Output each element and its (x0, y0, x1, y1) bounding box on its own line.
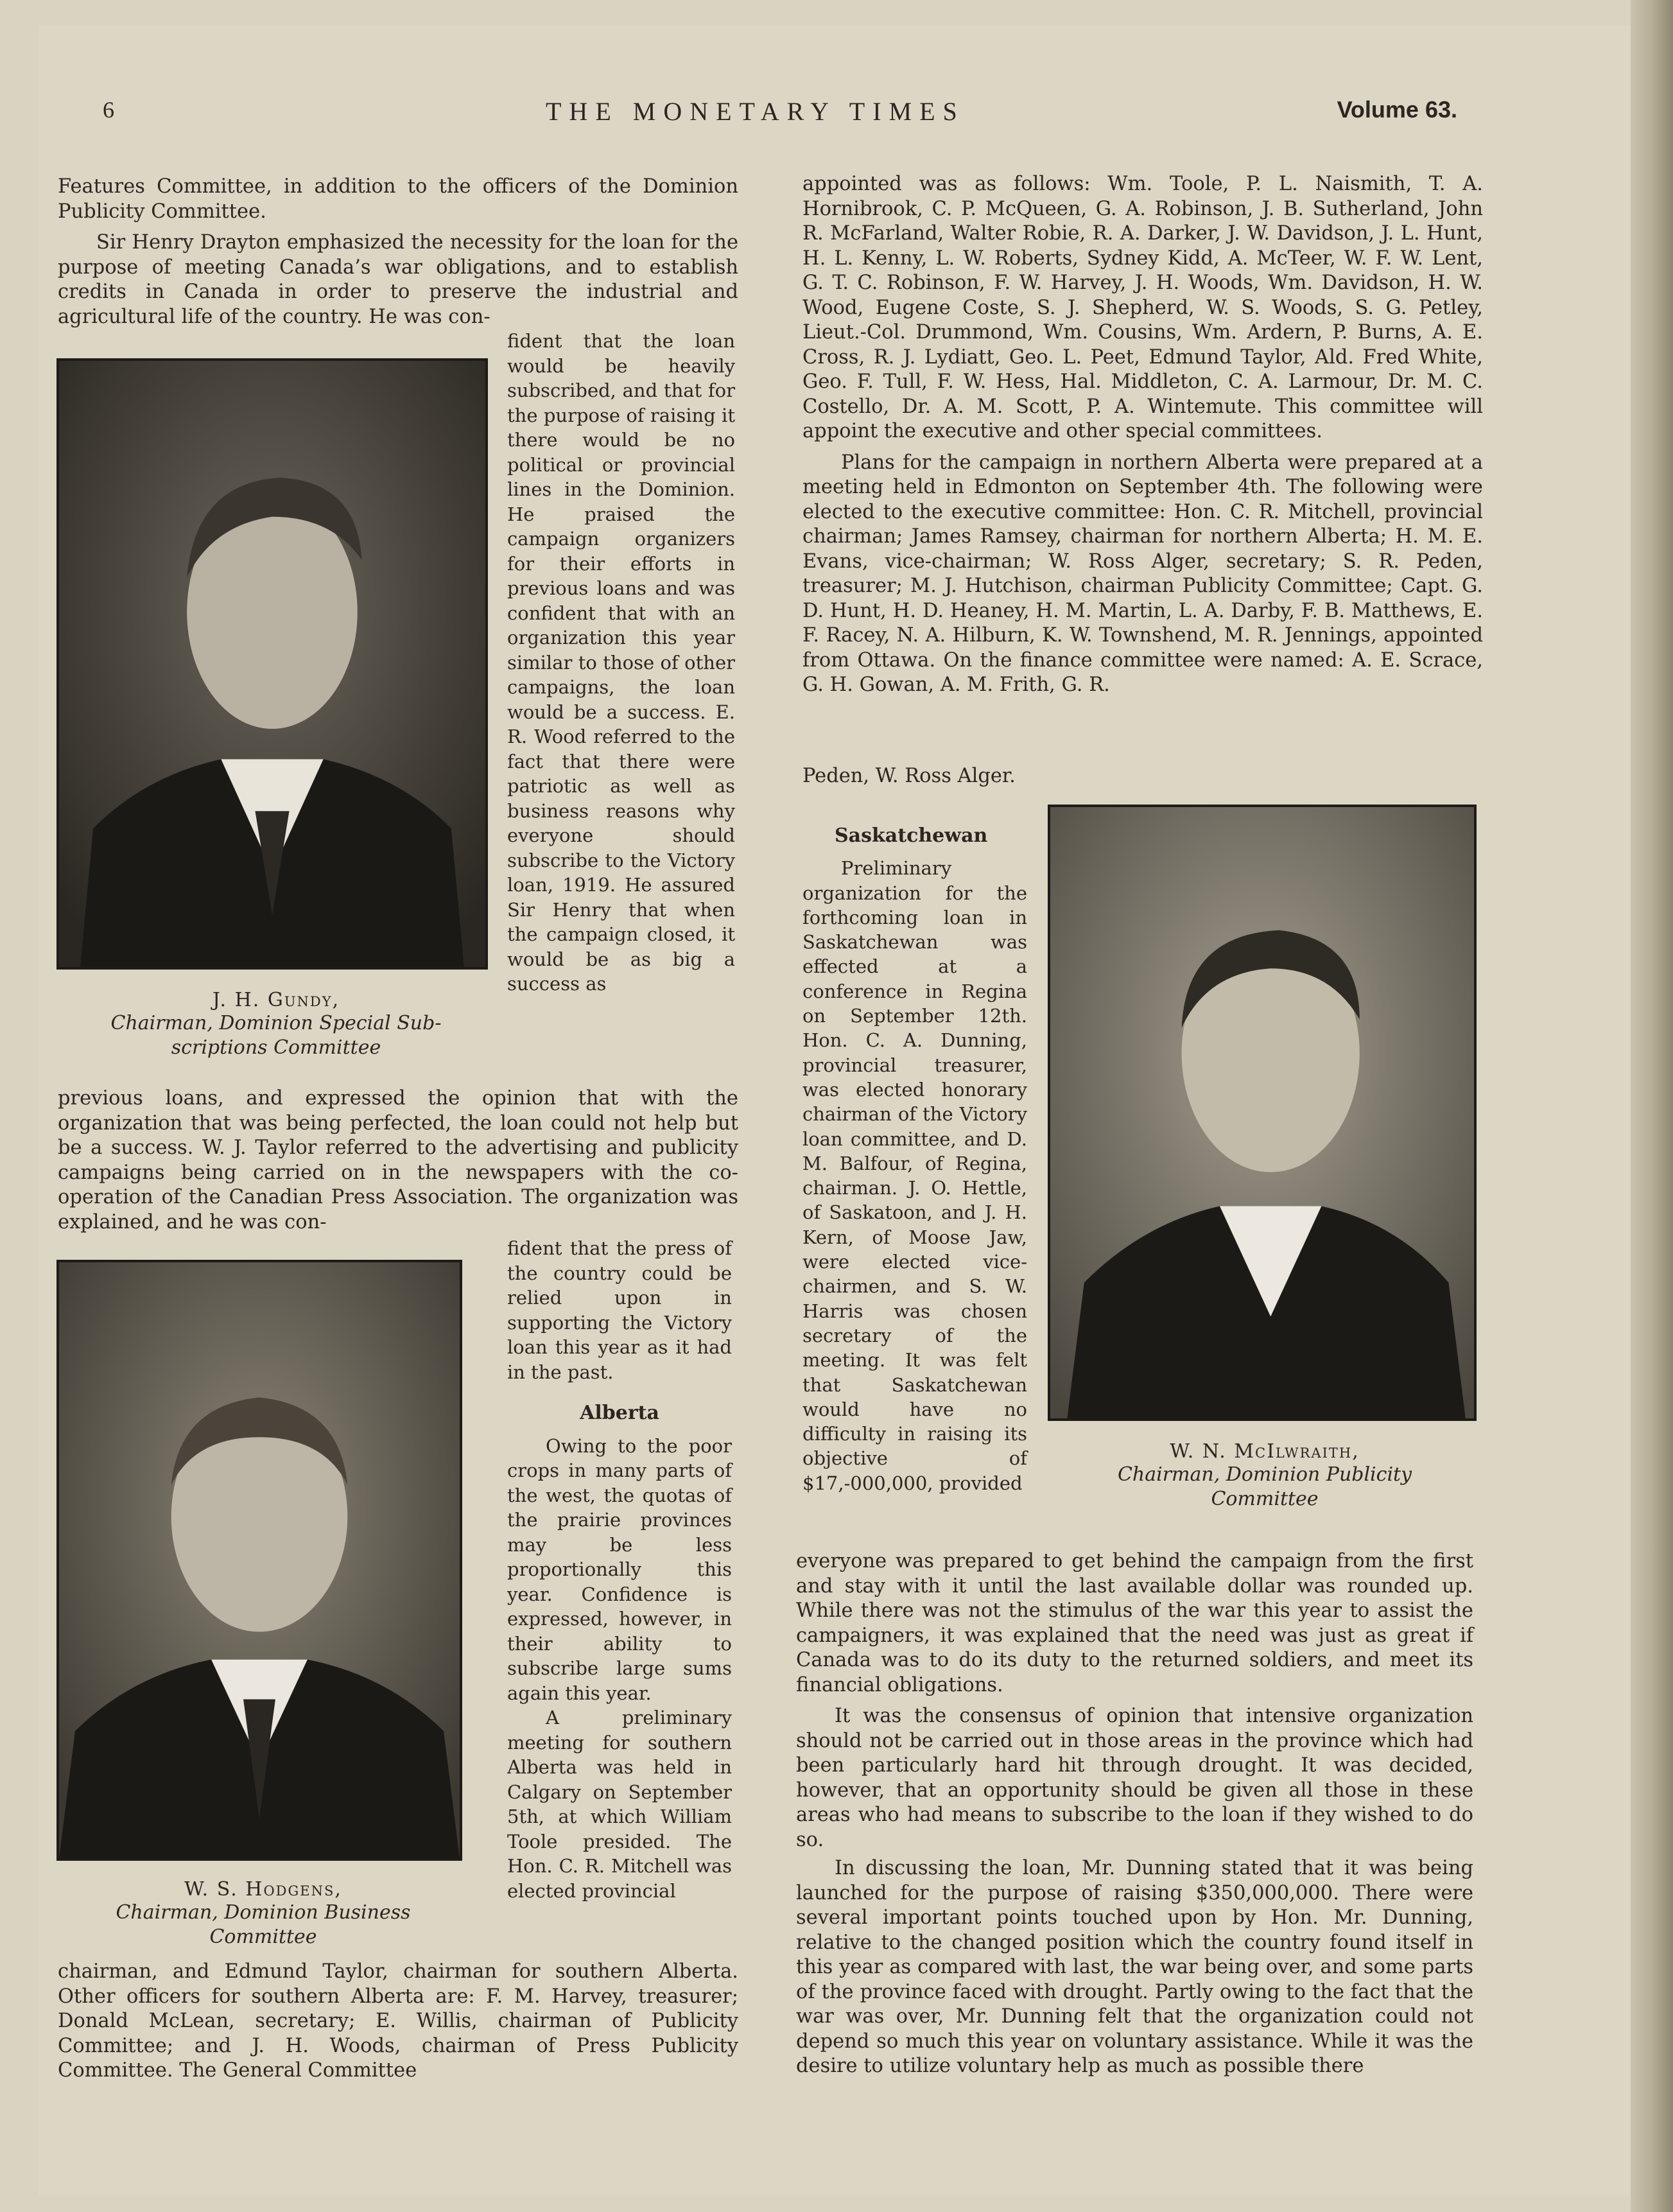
portrait-image (1050, 807, 1474, 1418)
caption-role: Chairman, Dominion Special Sub-scriptions Committee (110, 1012, 442, 1059)
caption-name: J. H. Gundy, (212, 989, 340, 1011)
paragraph: Peden, W. Ross Alger. (802, 765, 1016, 787)
paragraph: everyone was prepared to get behind the campaign from the first and stay with it until the last available dollar was rounded up. While there was not the stimulus of the war this year to assist the campaigners, it was explained that the need was just as great if Canada was to do its duty to the returned soldiers, and meet its financial obligations. (796, 1550, 1473, 1696)
portrait-photo-hodgens (56, 1260, 462, 1861)
page-header (103, 96, 1457, 135)
caption-gundy (51, 989, 501, 1060)
page-edge (1631, 0, 1673, 2212)
right-column-bottom (796, 1549, 1473, 2079)
paragraph: It was the consensus of opinion that intensive organization should not be carried out in those areas in the province which had been particularly hard hit through drought. It was decided, however, that an opportunity should be given all those in these areas who had means to subscribe to the loan if they wished to do so. (796, 1705, 1473, 1851)
left-column-wrap-1 (507, 329, 735, 997)
right-column-wrap-2 (802, 824, 1027, 1495)
volume-label: Volume 63. (1337, 96, 1457, 123)
left-column-top (58, 175, 738, 329)
paragraph: In discussing the loan, Mr. Dunning stated that it was being launched for the purpose of raising $350,000,000. There were several important points touched upon by Hon. Mr. Dunning, relative to the changed position which the country found itself in this year as compared with last, the war being over, and some parts of the province faced with drought. Partly owing to the fact that the war was over, Mr. Dunning felt that the organization could not depend so much this year on voluntary assistance. While it was the desire to utilize voluntary help as much as possible there (796, 1857, 1473, 2077)
portrait-photo-gundy (56, 358, 488, 970)
caption-name: W. S. Hodgens, (184, 1878, 342, 1901)
section-heading-saskatchewan: Saskatchewan (835, 824, 988, 847)
section-heading-alberta: Alberta (580, 1402, 659, 1424)
paragraph: appointed was as follows: Wm. Toole, P. L. Naismith, T. A. Hornibrook, C. P. McQueen, G. A. Robinson, J. B. Sutherland, John R. McFarland, Walter Robie, R. A. Darker, J. W. Davidson, J. L. Hunt, H. L. Kenny, L. W. Roberts, Sydney Kidd, A. McTeer, W. F. W. Lent, G. T. C. Robinson, F. W. Harvey, J. H. Woods, Wm. Davidson, H. W. Wood, Eugene Coste, S. J. Shepherd, W. S. Woods, S. G. Petley, Lieut.-Col. Drummond, Wm. Cousins, Wm. Ardern, P. Burns, A. E. Cross, R. J. Lydiatt, Geo. L. Peet, Edmund Taylor, Ald. Fred White, Geo. F. Tull, F. W. Hess, Hal. Middleton, C. A. Larmour, Dr. M. C. Costello, Dr. A. M. Scott, P. A. Wintemute. This committee will appoint the executive and other special committees. (802, 173, 1483, 442)
caption-name: W. N. McIlwraith, (1170, 1440, 1360, 1463)
paragraph: fident that the loan would be heavily subscribed, and that for the purpose of raising it there would be no political or provincial lines in the Dominion. He praised the campaign organizers for their efforts in previous loans and was confident that with an organization this year similar to those of other campaigns, the loan would be a success. E. R. Wood referred to the fact that there were patriotic as well as business reasons why everyone should subscribe to the Victory loan, 1919. He assured Sir Henry that when the campaign closed, it would be as big a success as (507, 330, 735, 995)
paragraph: previous loans, and expressed the opinion that with the organization that was being perfected, the loan could not help but be a success. W. J. Taylor referred to the advertising and publicity campaigns being carried on in the newspapers with the co-operation of the Canadian Press Association. The organization was explained, and he was con- (58, 1087, 738, 1233)
left-column-middle (58, 1086, 738, 1235)
portrait-image (59, 1262, 460, 1858)
paragraph: Features Committee, in addition to the officers of the Dominion Publicity Committee. (58, 175, 738, 223)
right-column-wrap-1 (802, 764, 1034, 789)
portrait-photo-mcilwraith (1048, 805, 1477, 1421)
caption-hodgens (51, 1878, 475, 1949)
page-number: 6 (103, 97, 114, 123)
publication-title: THE MONETARY TIMES (546, 97, 965, 126)
portrait-image (59, 361, 485, 967)
paragraph: Owing to the poor crops in many parts of the west, the quotas of the prairie provinces may be less proportionally this year. Confidence is expressed, however, in their ability to subscribe large sums again this year. (507, 1434, 732, 1704)
paragraph: chairman, and Edmund Taylor, chairman for southern Alberta. Other officers for southern Alberta are: F. M. Harvey, treasurer; Donald McLean, secretary; E. Willis, chairman of Publicity Committee; and J. H. Woods, chairman of Press Publicity Committee. The General Committee (58, 1960, 738, 2082)
paragraph: Preliminary organization for the forthcoming loan in Saskatchewan was effected at a conference in Regina on September 12th. Hon. C. A. Dunning, provincial treasurer, was elected honorary chairman of the Victory loan committee, and D. M. Balfour, of Regina, chairman. J. O. Hettle, of Saskatoon, and J. H. Kern, of Moose Jaw, were elected vice-chairmen, and S. W. Harris was chosen secretary of the meeting. It was felt that Saskatchewan would have no difficulty in raising its objective of $17,-000,000, provided (802, 857, 1027, 1494)
caption-role: Chairman, Dominion Business Committee (116, 1901, 411, 1948)
caption-mcilwraith (1040, 1440, 1489, 1511)
paragraph: Sir Henry Drayton emphasized the necessity for the loan for the purpose of meeting Canada’s war obligations, and to establish credits in Canada in order to preserve the industrial and agricultural life of the country. He was con- (58, 231, 738, 328)
left-column-wrap-2 (507, 1236, 732, 1903)
left-column-bottom (58, 1960, 738, 2084)
right-column-top (802, 172, 1483, 698)
caption-role: Chairman, Dominion Publicity Committee (1117, 1463, 1412, 1510)
paragraph: Plans for the campaign in northern Alberta were prepared at a meeting held in Edmonton on September 4th. The following were elected to the executive committee: Hon. C. R. Mitchell, provincial chairman; James Ramsey, chairman for northern Alberta; H. M. E. Evans, vice-chairman; W. Ross Alger, secretary; S. R. Peden, treasurer; M. J. Hutchison, chairman Publicity Committee; Capt. G. D. Hunt, H. D. Heaney, H. M. Martin, L. A. Darby, F. B. Matthews, E. F. Racey, N. A. Hilburn, K. W. Townshend, M. R. Jennings, appointed from Ottawa. On the finance committee were named: A. E. Scrace, G. H. Gowan, A. M. Frith, G. R. (802, 451, 1483, 696)
paragraph: A preliminary meeting for southern Alberta was held in Calgary on September 5th, at which William Toole presided. The Hon. C. R. Mitchell was elected provincial (507, 1707, 732, 1902)
paragraph: fident that the press of the country could be relied upon in supporting the Victory loan this year as it had in the past. (507, 1237, 732, 1383)
